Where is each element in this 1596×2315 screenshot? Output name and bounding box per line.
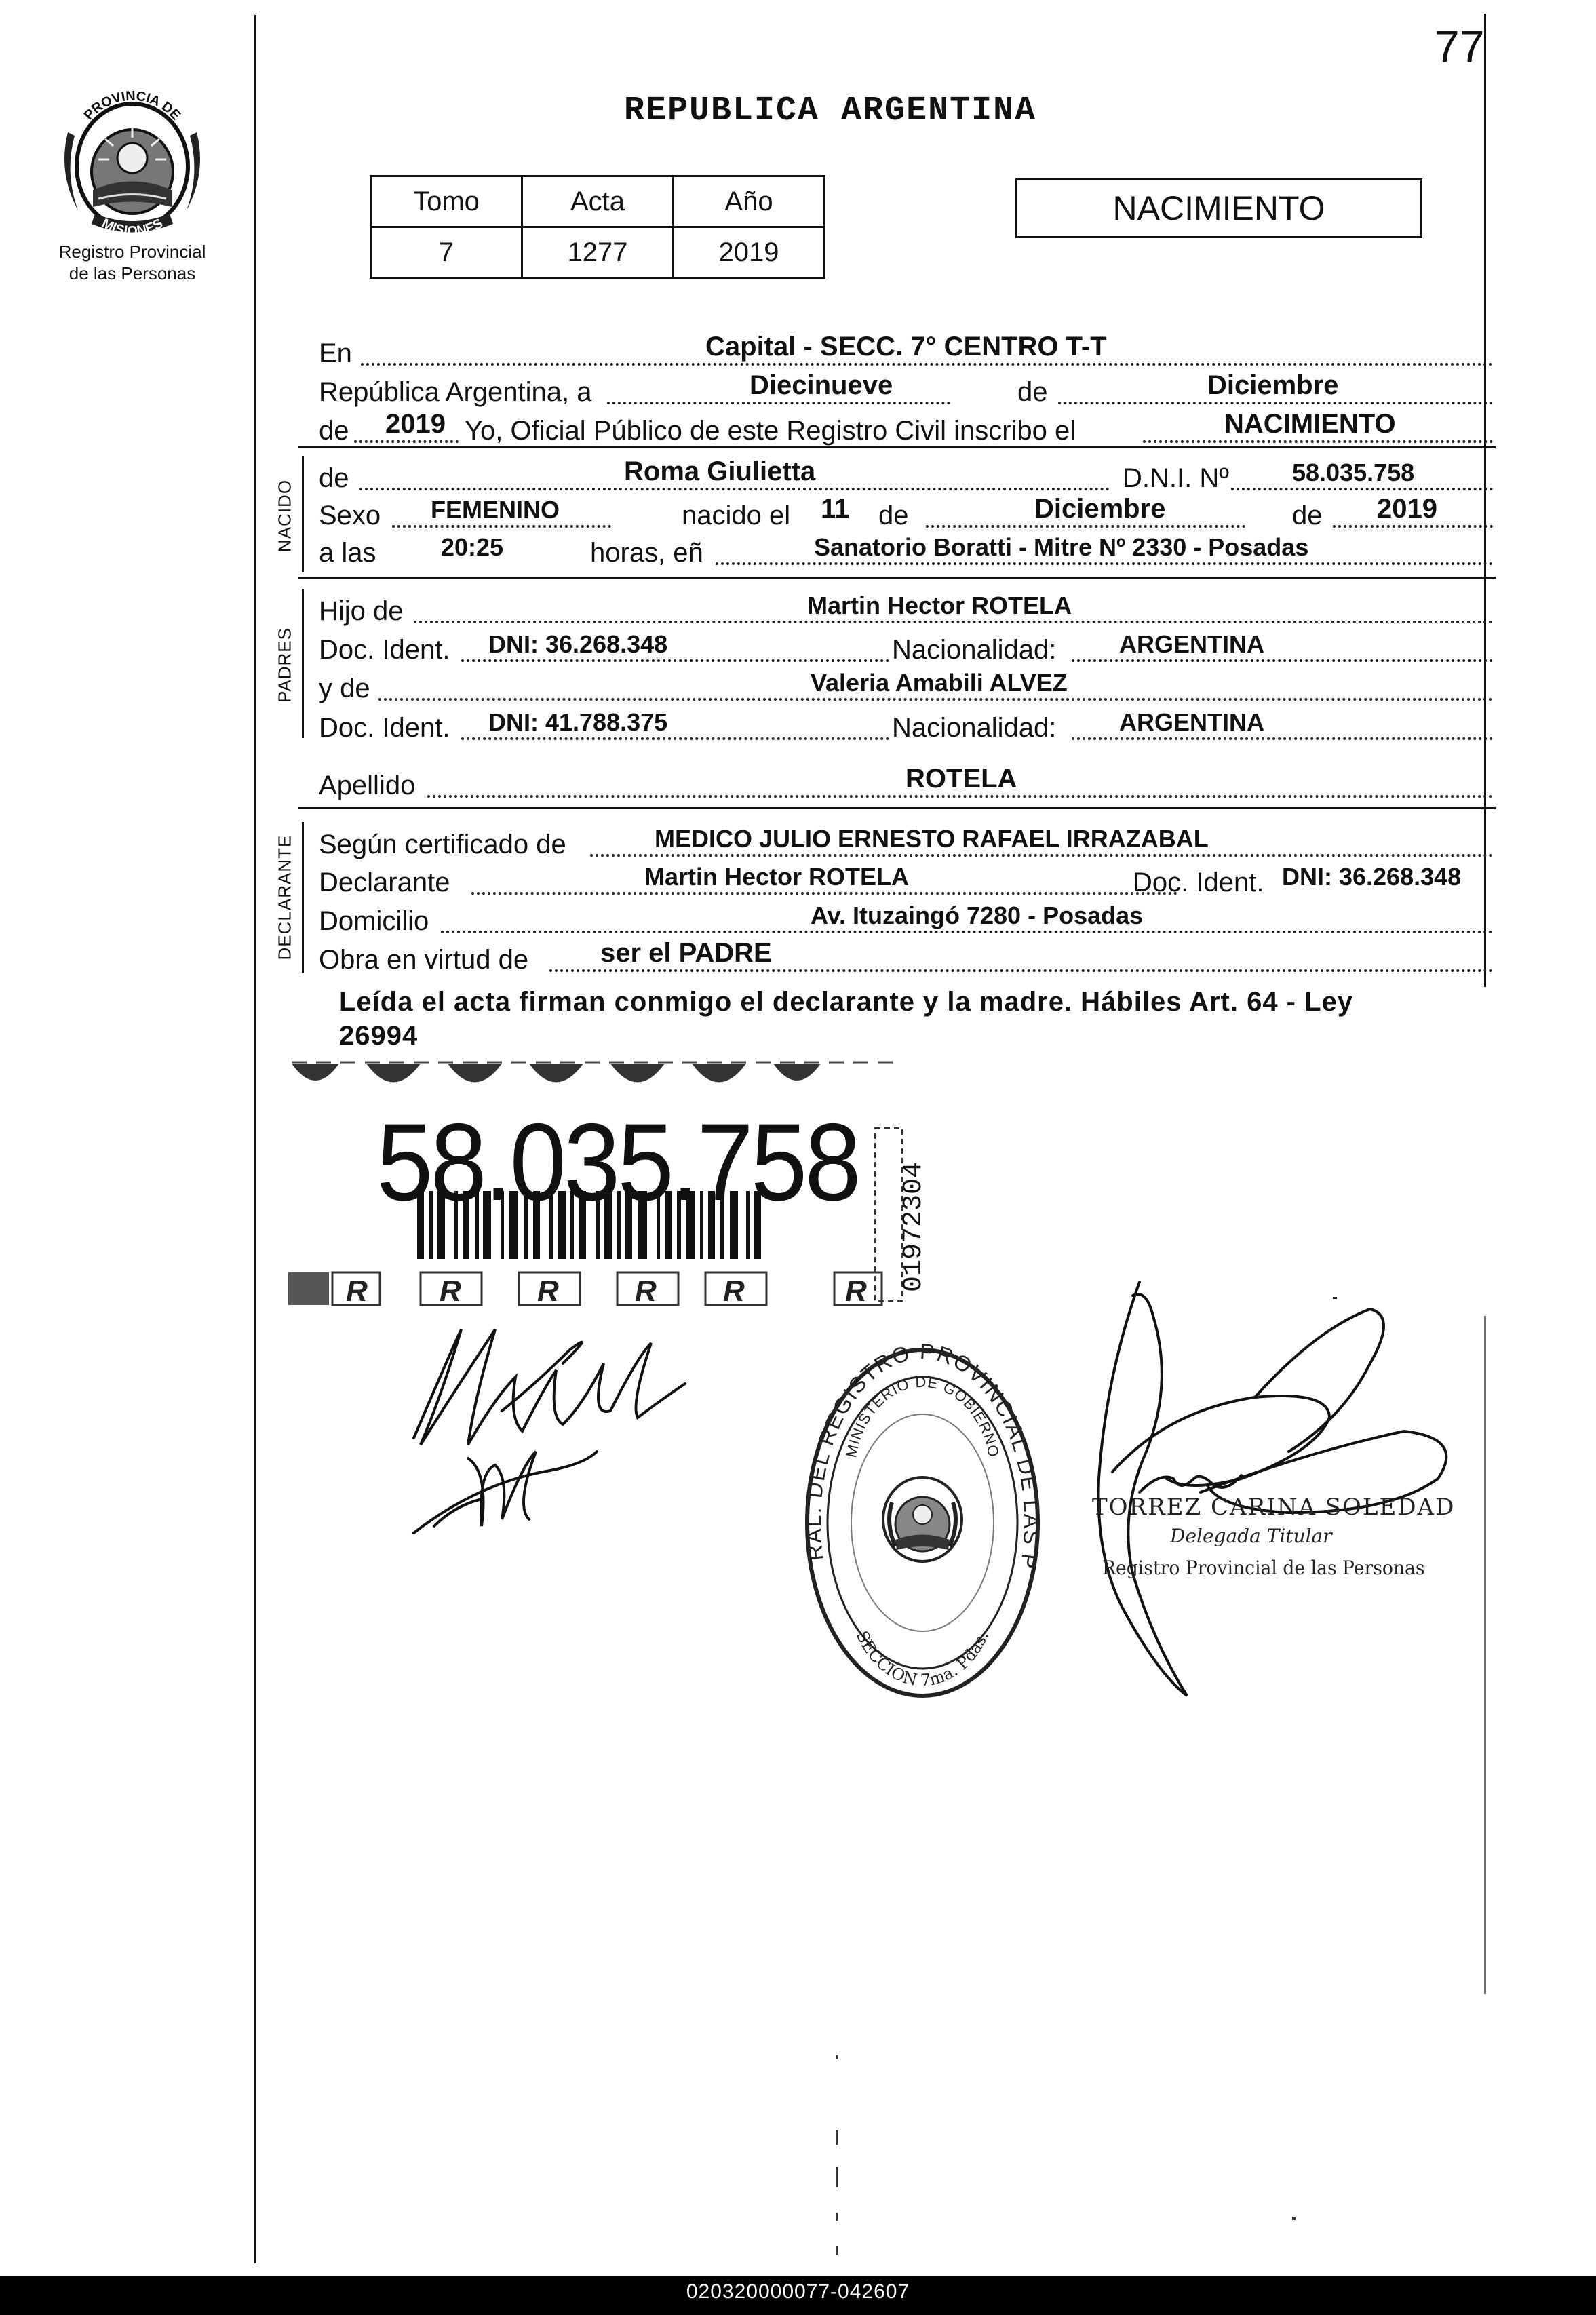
row-place: [319, 331, 1493, 372]
registry-caption: [27, 241, 237, 284]
declarant-value: Martin Hector ROTELA: [644, 863, 910, 891]
row-mother-doc: [319, 705, 1493, 746]
cert-label: Según certificado de: [319, 830, 566, 859]
dotted-leader: [461, 659, 889, 662]
dotted-leader: [392, 525, 611, 528]
nacido-side-label: NACIDO: [274, 479, 295, 553]
official-name: TORREZ CARINA SOLEDAD: [1092, 1494, 1456, 1521]
born-day: 11: [821, 494, 850, 524]
dotted-leader: [361, 363, 1493, 366]
time-label: a las: [319, 538, 376, 568]
dotted-leader: [1333, 525, 1493, 528]
dotted-leader: [354, 440, 459, 443]
mother-label: y de: [319, 674, 370, 703]
padres-bracket: [302, 589, 304, 738]
born-month-label: de: [878, 501, 909, 530]
declarante-bracket: [302, 822, 304, 973]
padres-side-label: PADRES: [274, 627, 295, 703]
day-value: Diecinueve: [750, 370, 893, 400]
born-month: Diciembre: [1034, 494, 1166, 524]
row-certificate: [319, 822, 1493, 863]
capacity-value: ser el PADRE: [600, 938, 772, 968]
sticker-serial: 01972304: [899, 1161, 929, 1292]
address-label: Domicilio: [319, 906, 429, 936]
born-year-label: de: [1292, 501, 1323, 530]
surname-value: ROTELA: [906, 764, 1017, 794]
record-table-value-acta: 1277: [522, 227, 674, 278]
dni-label: D.N.I. Nº: [1123, 463, 1229, 493]
stray-mark: [1333, 1297, 1337, 1299]
nacido-bracket: [302, 456, 304, 572]
place-value: Capital - SECC. 7° CENTRO T-T: [705, 332, 1107, 362]
dotted-leader: [461, 737, 889, 740]
dni-value: 58.035.758: [1292, 459, 1415, 486]
born-label: nacido el: [682, 501, 791, 530]
stray-mark: [1292, 2217, 1296, 2220]
registry-caption-line1: Registro Provincial: [58, 241, 206, 262]
record-table-header: [371, 176, 825, 227]
country-title: REPUBLICA ARGENTINA: [624, 92, 1037, 130]
seal-outer-text: RAL. DEL REGISTRO PROVINCIAL DE LAS P: [800, 1340, 1045, 1572]
birth-place-value: Sanatorio Boratti - Mitre Nº 2330 - Posadas: [814, 533, 1309, 561]
mother-nat-label: Nacionalidad:: [892, 713, 1057, 743]
stray-mark: [836, 2055, 838, 2059]
official-signature-icon: [1085, 1275, 1465, 1709]
row-year: [319, 408, 1493, 449]
page-number: 77: [1435, 21, 1485, 71]
closing-line1: Leída el acta firman conmigo el declarante y la madre. Hábiles Art. 64 - Ley: [339, 987, 1354, 1017]
seal-inner-text: MINISTERIO DE GOBIERNO: [842, 1373, 1003, 1459]
row-capacity: [319, 937, 1493, 978]
year-label: de: [319, 416, 349, 446]
dotted-leader: [1143, 440, 1493, 443]
registry-caption-line2: de las Personas: [69, 263, 196, 284]
svg-text:R: R: [537, 1275, 559, 1308]
closing-text: [339, 985, 1479, 1053]
dotted-leader: [1072, 659, 1493, 662]
record-table-header-anio: Año: [674, 176, 825, 227]
record-type-box: NACIMIENTO: [1015, 178, 1422, 238]
left-margin-line: [254, 15, 256, 2263]
row-nacido-time: [319, 530, 1493, 571]
stray-mark: [836, 2213, 838, 2221]
dotted-leader: [441, 931, 1493, 933]
dotted-leader: [414, 621, 1493, 623]
surname-label: Apellido: [319, 771, 416, 800]
footer-code: 020320000077-042607: [686, 2280, 910, 2303]
seal-bottom-text: SECCION 7ma. Pdas.: [852, 1628, 993, 1690]
mother-doc-value: DNI: 41.788.375: [488, 708, 668, 736]
seal-top-text: PROVINCIA DE: [81, 88, 184, 123]
declarant-doc-value: DNI: 36.268.348: [1282, 863, 1462, 891]
row-date: [319, 370, 1493, 410]
svg-text:R: R: [440, 1275, 461, 1308]
born-year: 2019: [1377, 494, 1437, 524]
right-margin-line-lower: [1484, 1316, 1486, 1994]
year-value: 2019: [385, 409, 446, 439]
record-table-header-acta: Acta: [522, 176, 674, 227]
nacido-name-label: de: [319, 463, 349, 493]
dotted-leader: [1058, 402, 1493, 404]
father-value: Martin Hector ROTELA: [807, 591, 1072, 619]
dotted-leader: [359, 488, 1110, 490]
record-table-value-anio: 2019: [674, 227, 825, 278]
record-table-header-tomo: Tomo: [371, 176, 522, 227]
stray-mark: [836, 2130, 838, 2145]
dotted-leader: [378, 698, 1493, 701]
inscribe-label: Yo, Oficial Público de este Registro Civil inscribo el: [465, 416, 1076, 446]
stray-mark: [836, 2167, 838, 2187]
record-table: [370, 175, 825, 279]
official-role: Delegada Titular: [1170, 1525, 1332, 1547]
provincia-de-misiones-seal-icon: [51, 71, 214, 237]
dotted-leader: [471, 892, 1177, 895]
row-father-doc: [319, 627, 1493, 668]
official-office: Registro Provincial de las Personas: [1102, 1557, 1425, 1579]
mother-doc-label: Doc. Ident.: [319, 713, 450, 743]
record-table-values: [371, 227, 825, 278]
closing-line2: 26994: [339, 1021, 419, 1051]
row-mother: [319, 666, 1493, 707]
declarante-side-label: DECLARANTE: [274, 834, 295, 960]
address-value: Av. Ituzaingó 7280 - Posadas: [811, 901, 1144, 929]
dotted-leader: [926, 525, 1245, 528]
dotted-leader: [1072, 737, 1493, 740]
seal-bottom-text: MISIONES: [99, 216, 166, 237]
separator-line: [298, 577, 1496, 579]
birth-place-label: horas, eñ: [590, 538, 703, 568]
declarant-signature-icon: [380, 1302, 719, 1587]
row-nacido-name: [319, 456, 1493, 497]
sex-value: FEMENINO: [431, 496, 560, 524]
capacity-label: Obra en virtud de: [319, 945, 529, 975]
father-doc-value: DNI: 36.268.348: [488, 630, 668, 658]
registry-oval-seal: [794, 1340, 1051, 1706]
dotted-leader: [716, 562, 1493, 565]
svg-text:R: R: [723, 1275, 745, 1308]
row-surname: [319, 763, 1493, 804]
dotted-leader: [607, 402, 950, 404]
mother-value: Valeria Amabili ALVEZ: [811, 669, 1068, 697]
mother-nat-value: ARGENTINA: [1119, 708, 1264, 736]
row-nacido-sex: [319, 493, 1493, 534]
separator-line: [298, 807, 1496, 809]
row-father: [319, 589, 1493, 629]
stray-mark: [836, 2246, 838, 2255]
declarant-label: Declarante: [319, 868, 450, 897]
nacido-name-value: Roma Giulietta: [624, 456, 816, 486]
sticker-number: 58.035.758: [376, 1100, 859, 1224]
time-value: 20:25: [441, 533, 504, 561]
row-declarant: [319, 860, 1493, 901]
dotted-leader: [590, 854, 1493, 857]
country-date-label: República Argentina, a: [319, 377, 592, 407]
father-label: Hijo de: [319, 596, 404, 626]
svg-text:R: R: [635, 1275, 657, 1308]
dotted-leader: [1231, 488, 1493, 490]
month-label: de: [1017, 377, 1048, 407]
svg-text:R: R: [845, 1275, 867, 1308]
father-doc-label: Doc. Ident.: [319, 635, 450, 665]
cert-value: MEDICO JULIO ERNESTO RAFAEL IRRAZABAL: [655, 825, 1209, 853]
sticker-r-mark: R: [346, 1275, 368, 1308]
declarant-doc-label: Doc. Ident.: [1133, 868, 1264, 897]
separator-line: [298, 446, 1496, 448]
inscribe-value: NACIMIENTO: [1224, 409, 1396, 439]
dotted-leader: [549, 969, 1493, 972]
father-nat-value: ARGENTINA: [1119, 630, 1264, 658]
row-address: [319, 899, 1493, 939]
record-table-value-tomo: 7: [371, 227, 522, 278]
dotted-leader: [427, 795, 1493, 798]
sex-label: Sexo: [319, 501, 381, 530]
place-label: En: [319, 338, 352, 368]
month-value: Diciembre: [1207, 370, 1339, 400]
father-nat-label: Nacionalidad:: [892, 635, 1057, 665]
